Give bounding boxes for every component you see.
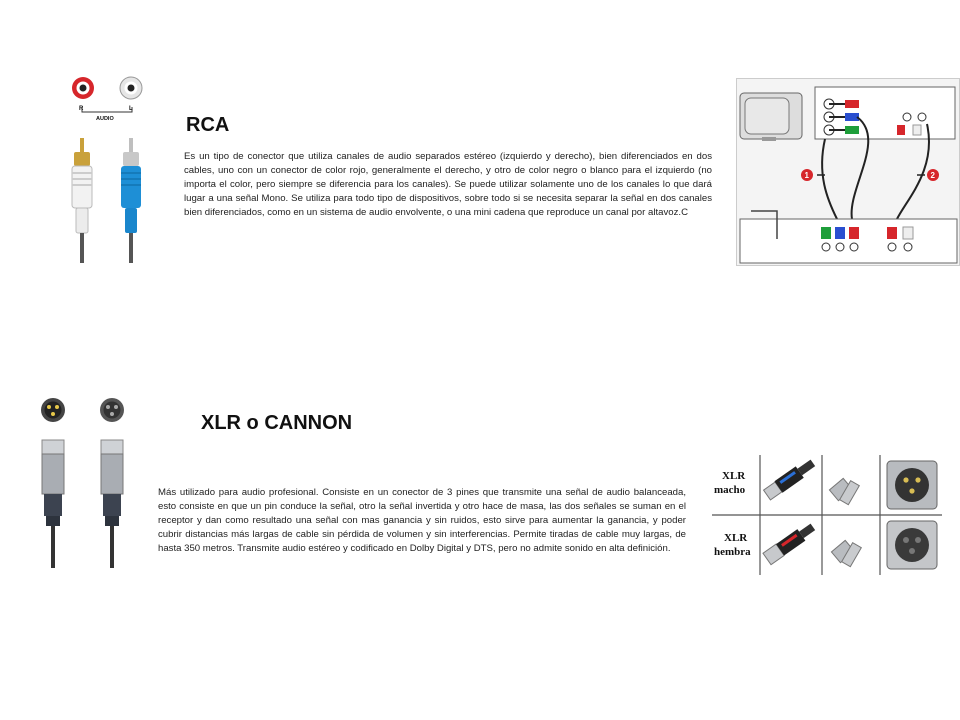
xlr-description: Más utilizado para audio profesional. Consiste en un conector de 3 pines que transmite una señal de audio balanceada, esto consiste en que un pin conduce la señal, otro la señal invertida y otro hace de masa, las dos señales se suman en el receptor y dan como resultado una señal con mas ganancia y sin ruidos, esto sirve para aumentar la ganancia, y poder cubrir distancias más largas de cable sin pérdida de volumen y sin interferencias. Permite tiradas de cable muy largas, de hasta 350 metros. Transmite audio estéreo y codificado en Dolby Digital y DTS, pero no admite sonido en alta definición.: [158, 487, 686, 554]
jack-label-left: L: [129, 106, 133, 112]
xlr-row-macho-line2: macho: [714, 484, 746, 496]
xlr-row-hembra-line1: XLR: [724, 532, 748, 544]
diagram-marker-1: 1: [804, 171, 809, 180]
xlr-title: XLR o CANNON: [201, 412, 353, 434]
rca-connector-illustration: [58, 70, 158, 265]
rca-wiring-diagram: [736, 78, 960, 266]
xlr-row-macho-line1: XLR: [722, 470, 746, 482]
jack-label-audio: AUDIO: [96, 116, 114, 122]
xlr-comparison-table: [712, 455, 942, 575]
rca-title: RCA: [186, 114, 230, 136]
xlr-connector-illustration: [34, 394, 134, 574]
xlr-row-hembra-line2: hembra: [714, 546, 751, 558]
diagram-marker-2: 2: [930, 171, 935, 180]
rca-description: Es un tipo de conector que utiliza canales de audio separados estéreo (izquierdo y derecho), bien diferenciados en dos cables, uno con un conector de color rojo, generalmente el derecho, y otro de color negro o blanco para el izquierdo (no importa el color, pero siempre se diferencia para los canales). Se puede utilizar solamente uno de los canales lo que dará lugar a una señal Mono. Se utiliza para todo tipo de dispositivos, sobre todo si se necesita separar la señal en dos canales bien diferenciados, como en un sistema de audio envolvente, o una mini cadena que reproduce un canal por altavoz.C: [184, 151, 712, 218]
jack-label-right: R: [79, 106, 84, 112]
